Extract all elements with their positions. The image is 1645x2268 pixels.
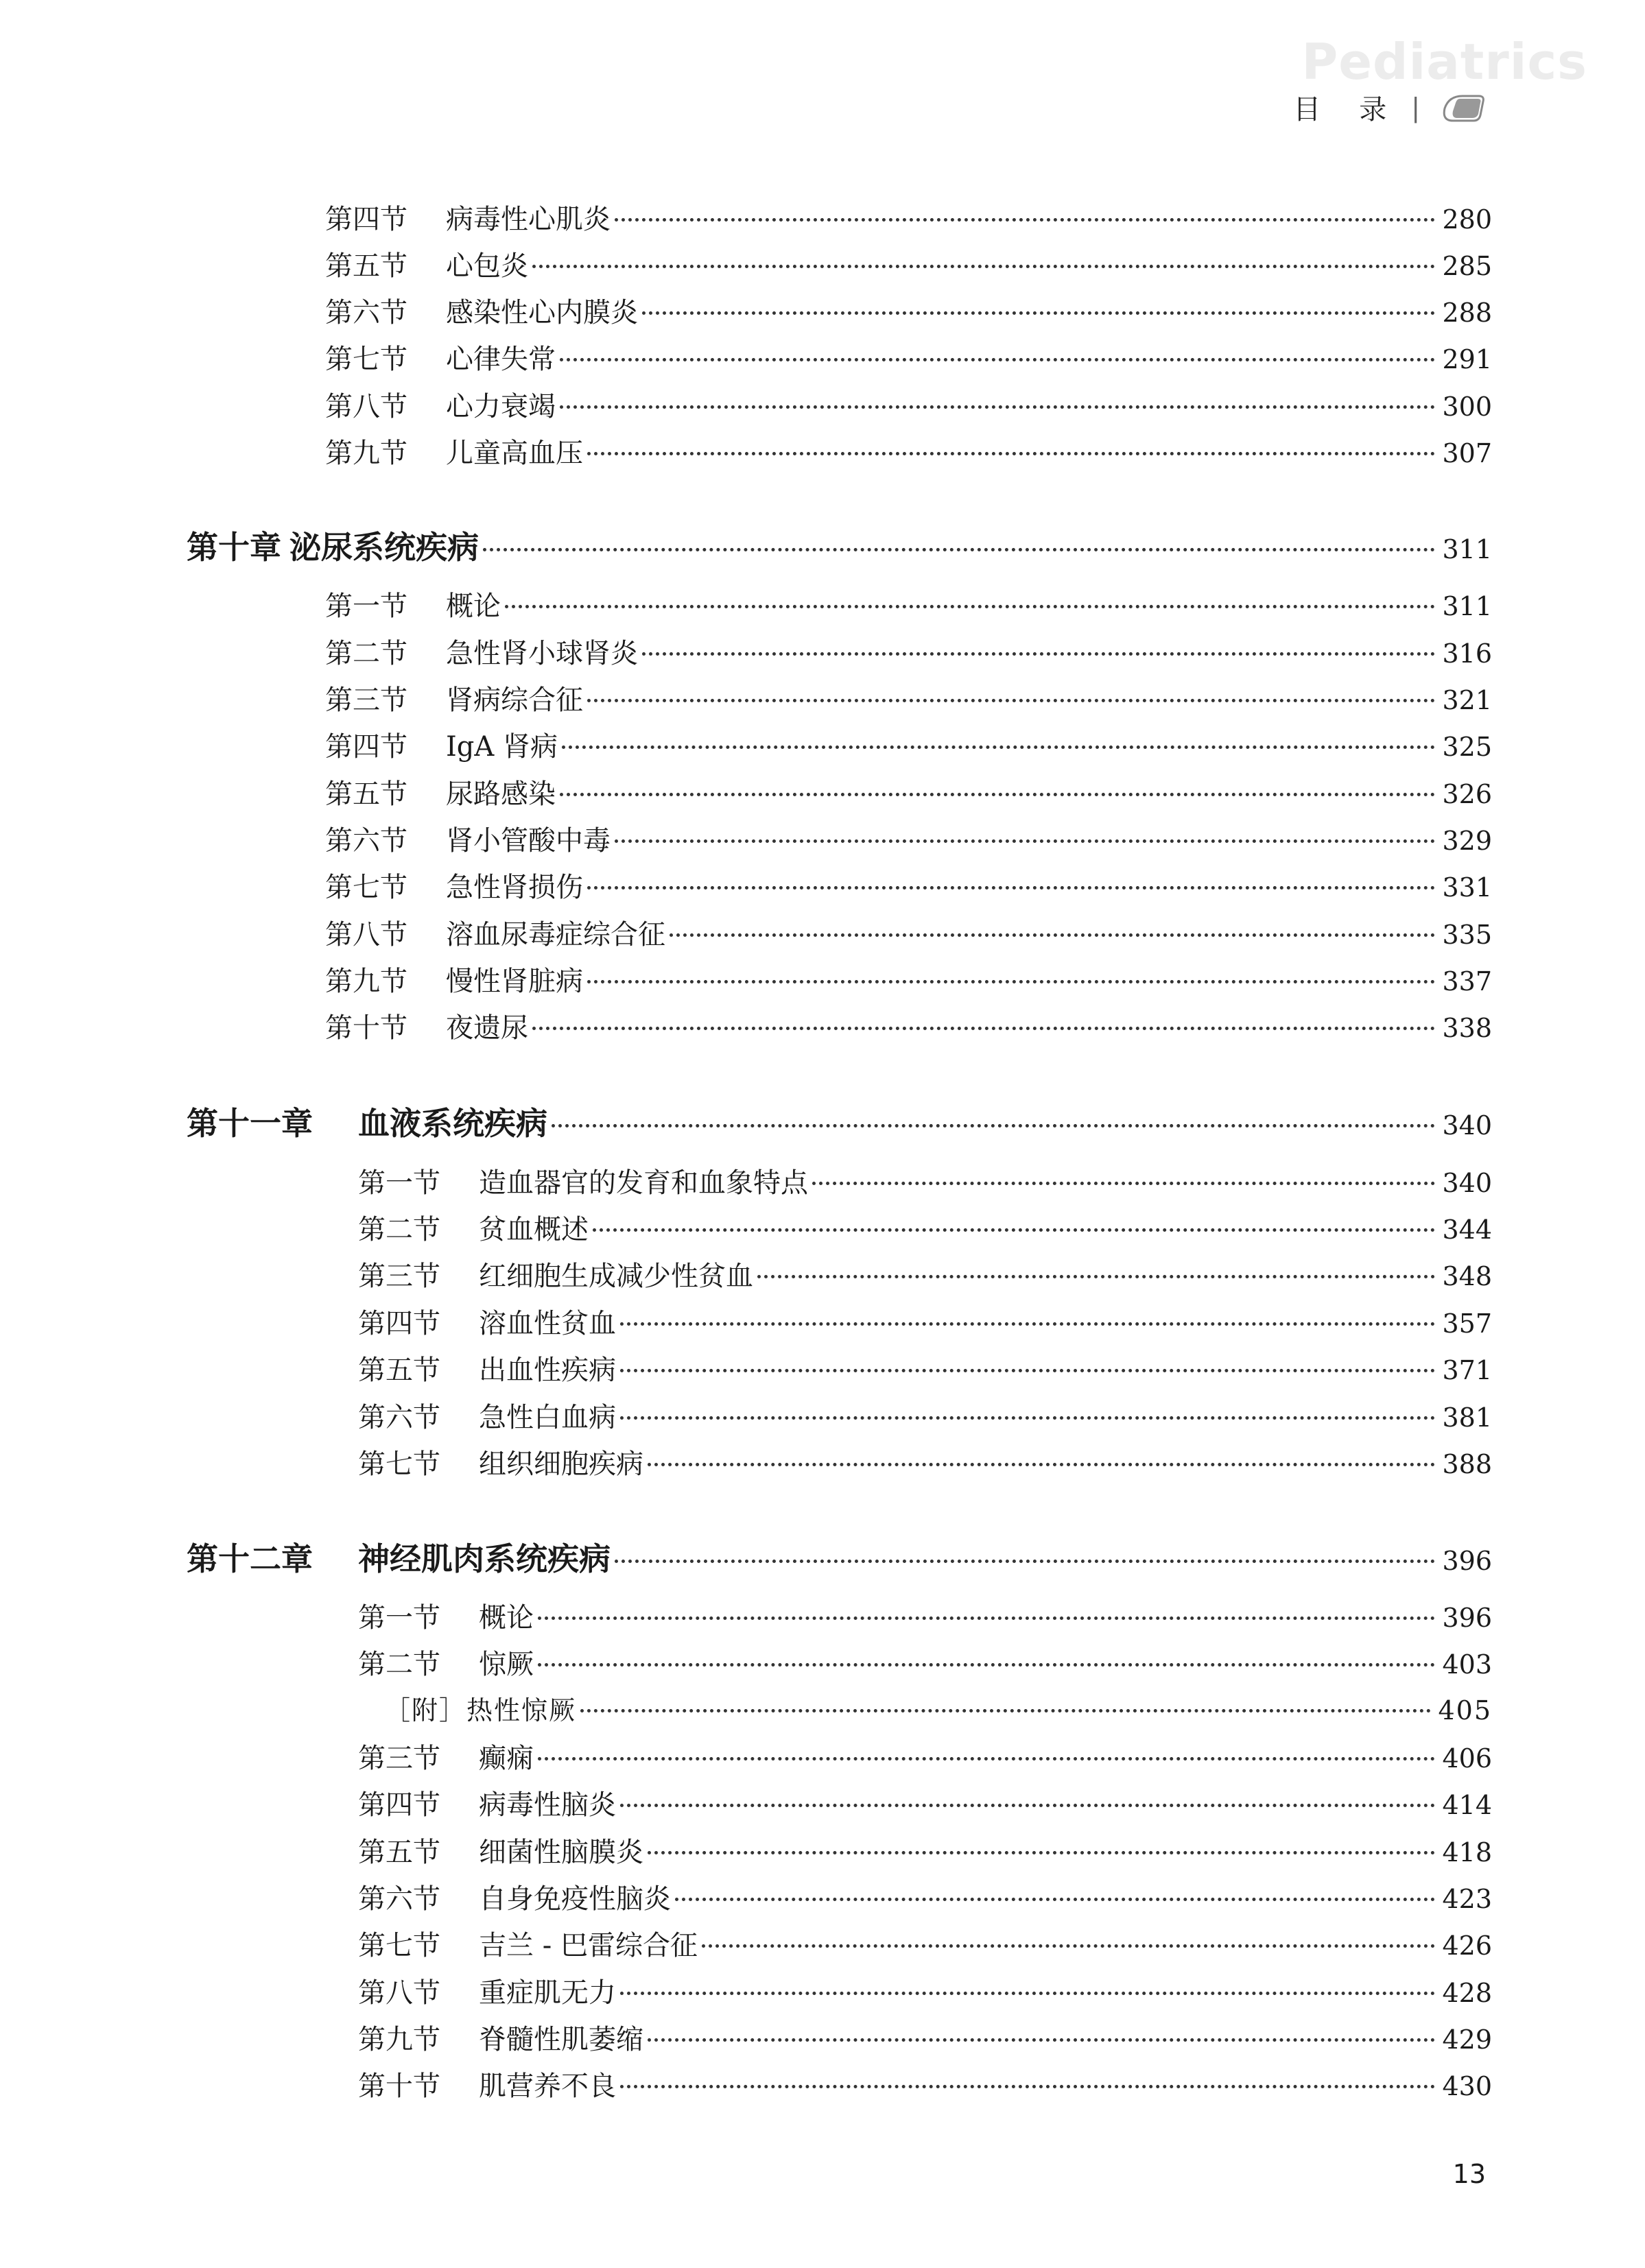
- section-label: 第七节: [358, 1930, 440, 1961]
- toc-section-row[interactable]: [358, 1783, 1492, 1822]
- dot-leader: [538, 1616, 1435, 1620]
- entry-page-number: 316: [1442, 638, 1492, 669]
- toc-section-row[interactable]: [358, 1161, 1492, 1200]
- toc-section-row[interactable]: [358, 1736, 1492, 1776]
- section-label: 第五节: [358, 1837, 440, 1868]
- dot-leader: [648, 1851, 1435, 1854]
- dot-leader: [648, 1463, 1435, 1466]
- entry-title: 急性肾小球肾炎: [446, 638, 638, 669]
- dot-leader: [620, 1804, 1435, 1807]
- entry-title: 造血器官的发育和血象特点: [479, 1167, 808, 1199]
- entry-title: 惊厥: [479, 1649, 534, 1680]
- entry-title: 急性白血病: [479, 1402, 616, 1433]
- section-label: 第二节: [325, 638, 407, 669]
- toc-section-row[interactable]: [325, 772, 1492, 811]
- section-label: 第一节: [358, 1602, 440, 1634]
- toc-section-row[interactable]: [325, 1006, 1492, 1045]
- toc-section-row[interactable]: [358, 2064, 1492, 2103]
- dot-leader: [483, 548, 1435, 551]
- toc-section-row[interactable]: [325, 819, 1492, 858]
- entry-title: 吉兰 - 巴雷综合征: [479, 1930, 698, 1961]
- dot-leader: [552, 1124, 1435, 1127]
- entry-page-number: 335: [1442, 920, 1492, 950]
- dot-leader: [642, 311, 1435, 315]
- entry-page-number: 325: [1442, 732, 1492, 762]
- entry-title: 贫血概述: [479, 1214, 589, 1245]
- toc-section-row[interactable]: [358, 1924, 1492, 1963]
- section-label: 第六节: [325, 297, 407, 329]
- dot-leader: [702, 1944, 1436, 1948]
- section-label: 第四节: [325, 204, 407, 235]
- chapter-label: 第十章: [187, 529, 281, 566]
- toc-chapter-row[interactable]: [187, 523, 1492, 568]
- entry-title: 肾小管酸中毒: [446, 825, 611, 857]
- entry-title: 癫痫: [479, 1743, 534, 1774]
- entry-title: 血液系统疾病: [358, 1105, 547, 1142]
- section-label: 第九节: [358, 2024, 440, 2055]
- section-label: 第三节: [325, 684, 407, 716]
- dot-leader: [670, 933, 1435, 937]
- dot-leader: [532, 1027, 1435, 1030]
- section-label: 第五节: [325, 778, 407, 810]
- entry-title: 心包炎: [446, 250, 528, 282]
- dot-leader: [587, 980, 1435, 983]
- dot-leader: [587, 886, 1435, 890]
- header-badge-icon: [1439, 95, 1486, 122]
- chapter-label: 第十二章: [187, 1540, 313, 1577]
- section-label: 第六节: [358, 1883, 440, 1915]
- entry-page-number: 340: [1442, 1110, 1492, 1141]
- section-label: 第一节: [325, 590, 407, 622]
- toc-section-row[interactable]: [325, 431, 1492, 470]
- entry-page-number: 348: [1442, 1261, 1492, 1291]
- entry-title: 肌营养不良: [479, 2070, 616, 2102]
- entry-page-number: 406: [1442, 1743, 1492, 1774]
- toc-section-row[interactable]: [358, 1971, 1492, 2010]
- dot-leader: [587, 699, 1435, 702]
- entry-page-number: 414: [1442, 1790, 1492, 1820]
- section-label: 第一节: [358, 1167, 440, 1199]
- entry-title: IgA 肾病: [446, 731, 558, 763]
- section-label: 第五节: [358, 1354, 440, 1386]
- entry-page-number: 405: [1438, 1695, 1492, 1726]
- entry-page-number: 311: [1442, 591, 1492, 621]
- chapter-label: 第十一章: [187, 1105, 313, 1142]
- entry-title: 感染性心内膜炎: [446, 297, 638, 329]
- entry-page-number: 388: [1442, 1449, 1492, 1479]
- toc-section-row[interactable]: [325, 337, 1492, 377]
- section-label: 第七节: [325, 344, 407, 375]
- dot-leader: [620, 1322, 1435, 1326]
- dot-leader: [620, 1369, 1435, 1372]
- entry-title: 重症肌无力: [479, 1977, 616, 2009]
- section-label: 第六节: [358, 1402, 440, 1433]
- entry-title: 病毒性心肌炎: [446, 204, 611, 235]
- dot-leader: [562, 745, 1435, 749]
- entry-title: 自身免疫性脑炎: [479, 1883, 671, 1915]
- toc-section-row[interactable]: [358, 1396, 1492, 1435]
- toc-section-row[interactable]: [358, 1643, 1492, 1682]
- dot-leader: [812, 1182, 1435, 1185]
- dot-leader: [505, 605, 1435, 608]
- entry-title: 概论: [479, 1602, 534, 1634]
- entry-page-number: 423: [1442, 1884, 1492, 1914]
- entry-title: 泌尿系统疾病: [289, 529, 479, 566]
- dot-leader: [593, 1228, 1435, 1232]
- dot-leader: [560, 405, 1435, 409]
- entry-title: 溶血尿毒症综合征: [446, 919, 665, 951]
- entry-page-number: 326: [1442, 779, 1492, 809]
- toc-section-row[interactable]: [325, 198, 1492, 237]
- entry-page-number: 331: [1442, 872, 1492, 903]
- section-label: 第三节: [358, 1261, 440, 1292]
- entry-page-number: 418: [1442, 1837, 1492, 1867]
- dot-leader: [560, 358, 1435, 361]
- section-label: 第七节: [358, 1448, 440, 1480]
- entry-page-number: 280: [1442, 204, 1492, 235]
- toc-section-row[interactable]: [325, 678, 1492, 717]
- dot-leader: [620, 1992, 1435, 1995]
- toc-section-row[interactable]: [358, 1877, 1492, 1916]
- entry-page-number: 338: [1442, 1013, 1492, 1043]
- toc-chapter-row[interactable]: [187, 1099, 1492, 1144]
- section-label: 第五节: [325, 250, 407, 282]
- entry-title: 红细胞生成减少性贫血: [479, 1261, 753, 1292]
- dot-leader: [538, 1663, 1435, 1667]
- header-separator: |: [1411, 92, 1420, 123]
- dot-leader: [560, 793, 1435, 796]
- entry-title: ［附］热性惊厥: [384, 1695, 577, 1726]
- dot-leader: [615, 218, 1435, 222]
- toc-chapter-row[interactable]: [187, 1534, 1492, 1579]
- entry-title: 细菌性脑膜炎: [479, 1837, 643, 1868]
- dot-leader: [587, 452, 1435, 455]
- dot-leader: [675, 1898, 1435, 1901]
- entry-title: 急性肾损伤: [446, 872, 583, 903]
- section-label: 第八节: [358, 1977, 440, 2009]
- entry-page-number: 396: [1442, 1603, 1492, 1633]
- entry-page-number: 329: [1442, 826, 1492, 856]
- section-label: 第八节: [325, 919, 407, 951]
- section-label: 第四节: [358, 1308, 440, 1339]
- entry-title: 组织细胞疾病: [479, 1448, 643, 1480]
- entry-title: 出血性疾病: [479, 1354, 616, 1386]
- dot-leader: [538, 1757, 1435, 1760]
- toc-section-row[interactable]: [325, 959, 1492, 999]
- entry-title: 慢性肾脏病: [446, 966, 583, 997]
- section-label: 第八节: [325, 391, 407, 422]
- toc-appendix-row[interactable]: [384, 1689, 1492, 1727]
- entry-page-number: 381: [1442, 1402, 1492, 1433]
- section-label: 第六节: [325, 825, 407, 857]
- section-label: 第七节: [325, 872, 407, 903]
- section-label: 第二节: [358, 1214, 440, 1245]
- toc-section-row[interactable]: [358, 1442, 1492, 1481]
- entry-page-number: 396: [1442, 1546, 1492, 1576]
- entry-title: 儿童高血压: [446, 438, 583, 469]
- toc-section-row[interactable]: [358, 1830, 1492, 1870]
- toc-section-row[interactable]: [358, 1208, 1492, 1247]
- entry-page-number: 429: [1442, 2025, 1492, 2055]
- dot-leader: [620, 2085, 1435, 2088]
- entry-page-number: 291: [1442, 344, 1492, 374]
- dot-leader: [757, 1275, 1435, 1278]
- entry-page-number: 307: [1442, 438, 1492, 468]
- section-label: 第四节: [358, 1789, 440, 1821]
- toc-section-row[interactable]: [358, 2018, 1492, 2057]
- entry-page-number: 311: [1442, 534, 1492, 564]
- entry-title: 脊髓性肌萎缩: [479, 2024, 643, 2055]
- section-label: 第十节: [325, 1012, 407, 1044]
- dot-leader: [615, 1560, 1435, 1563]
- entry-page-number: 340: [1442, 1168, 1492, 1198]
- watermark-text: Pediatrics: [1301, 33, 1587, 91]
- entry-title: 神经肌肉系统疾病: [358, 1540, 611, 1577]
- entry-page-number: 357: [1442, 1309, 1492, 1339]
- entry-page-number: 337: [1442, 966, 1492, 996]
- dot-leader: [642, 652, 1435, 656]
- toc-section-row[interactable]: [325, 725, 1492, 764]
- header-title-part2: 录: [1359, 94, 1387, 126]
- entry-title: 溶血性贫血: [479, 1308, 616, 1339]
- page-number: 13: [1452, 2159, 1486, 2189]
- dot-leader: [615, 839, 1435, 843]
- toc-section-row[interactable]: [358, 1254, 1492, 1293]
- entry-title: 肾病综合征: [446, 684, 583, 716]
- entry-page-number: 321: [1442, 685, 1492, 715]
- entry-title: 心力衰竭: [446, 391, 556, 422]
- entry-title: 夜遗尿: [446, 1012, 528, 1044]
- entry-page-number: 403: [1442, 1649, 1492, 1680]
- entry-title: 心律失常: [446, 344, 556, 375]
- section-label: 第十节: [358, 2070, 440, 2102]
- entry-page-number: 426: [1442, 1931, 1492, 1961]
- section-label: 第三节: [358, 1743, 440, 1774]
- dot-leader: [580, 1709, 1431, 1712]
- header-title-part1: 目: [1293, 94, 1321, 126]
- entry-title: 尿路感染: [446, 778, 556, 810]
- toc-section-row[interactable]: [325, 584, 1492, 623]
- section-label: 第九节: [325, 438, 407, 469]
- toc-section-row[interactable]: [358, 1596, 1492, 1635]
- dot-leader: [620, 1416, 1435, 1420]
- toc-section-row[interactable]: [325, 244, 1492, 283]
- entry-title: 病毒性脑炎: [479, 1789, 616, 1821]
- entry-page-number: 371: [1442, 1355, 1492, 1385]
- entry-title: 概论: [446, 590, 501, 622]
- toc-section-row[interactable]: [358, 1348, 1492, 1387]
- section-label: 第二节: [358, 1649, 440, 1680]
- toc-section-row[interactable]: [325, 866, 1492, 905]
- dot-leader: [532, 265, 1435, 268]
- toc-section-row[interactable]: [325, 632, 1492, 671]
- section-label: 第九节: [325, 966, 407, 997]
- dot-leader: [648, 2038, 1435, 2042]
- toc-section-row[interactable]: [358, 1302, 1492, 1341]
- toc-section-row[interactable]: [325, 385, 1492, 424]
- entry-page-number: 344: [1442, 1215, 1492, 1245]
- toc-section-row[interactable]: [325, 291, 1492, 330]
- section-label: 第四节: [325, 731, 407, 763]
- toc-section-row[interactable]: [325, 913, 1492, 952]
- entry-page-number: 288: [1442, 298, 1492, 328]
- entry-page-number: 428: [1442, 1978, 1492, 2008]
- entry-page-number: 300: [1442, 392, 1492, 422]
- entry-page-number: 430: [1442, 2071, 1492, 2101]
- entry-page-number: 285: [1442, 251, 1492, 281]
